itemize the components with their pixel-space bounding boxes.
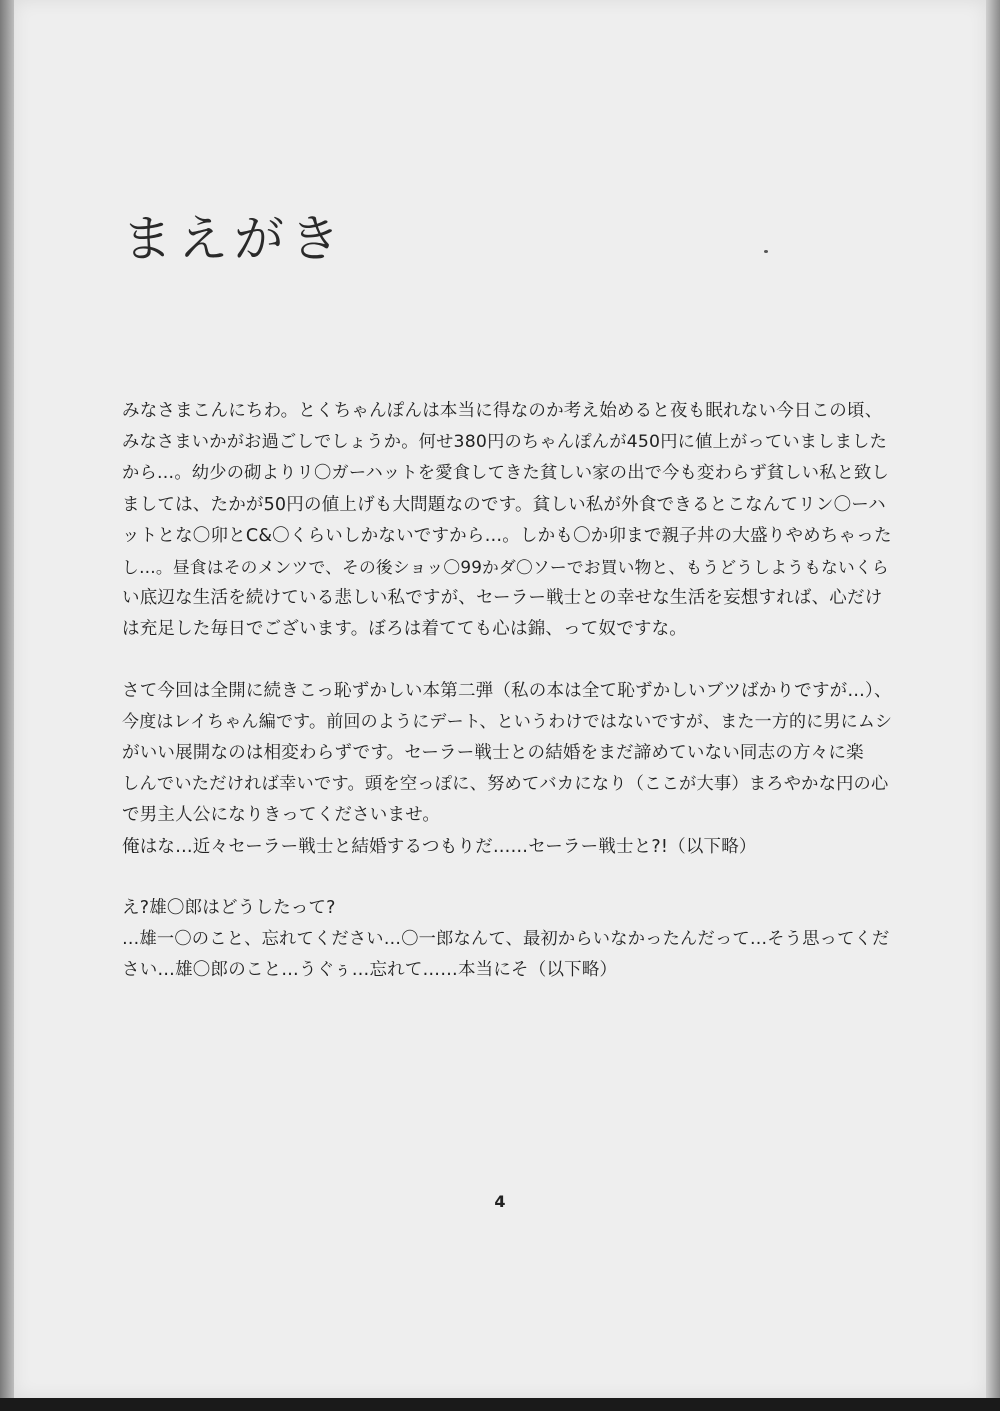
page-title: まえがき [122,210,346,268]
scan-edge-bottom [0,1398,1000,1411]
paragraph-gap [122,646,884,676]
text-line: は充足した毎日でございます。ぼろは着てても心は錦、って奴ですな。 [122,619,687,640]
text-line: から…。幼少の砌よりリ〇ガーハットを愛食してきた貧しい家の出で今も変わらず貧しい私と致し [122,463,889,484]
text-line: みなさまこんにちわ。とくちゃんぽんは本当に得なのか考え始めると夜も眠れない今日この頃、 [122,401,883,421]
paragraph-1 [122,396,892,646]
text-line: ットとな〇卯とC&〇くらいしかないですから…。しかも〇か卯まで親子丼の大盛りやめちゃった [122,525,892,546]
body-text [122,396,893,986]
text-line: みなさまいかがお過ごしでしょうか。何せ380円のちゃんぽんが450円に値上がっていましました [122,432,888,453]
text-line: さい…雄〇郎のこと…うぐぅ…忘れて……本当にそ（以下略） [122,960,618,981]
paragraph-2 [122,676,893,863]
page-number: 4 [494,1192,506,1211]
text-line: しんでいただければ幸いです。頭を空っぽに、努めてバカになり（ここが大事）まろやかな円の心 [122,774,889,795]
text-line: ましては、たかが50円の値上げも大問題なのです。貧しい私が外食できるとこなんてリン〇ーハ [122,494,886,515]
text-line: え?雄〇郎はどうしたって? [122,897,336,918]
text-line: さて今回は全開に続きこっ恥ずかしい本第二弾（私の本は全て恥ずかしいブツばかりですが…）、 [122,680,892,701]
paragraph-gap [122,863,884,893]
text-line: がいい展開なのは相変わらずです。セーラー戦士との結婚をまだ諦めていない同志の方々に楽 [122,743,864,764]
dust-speck [764,250,768,253]
text-line: で男主人公になりきってくださいませ。 [122,805,441,826]
text-line: 今度はレイちゃん編です。前回のようにデート、というわけではないですが、また一方的に男にムシ [122,711,893,732]
text-line: い底辺な生活を続けている悲しい私ですが、セーラー戦士との幸せな生活を妄想すれば、心だけ [122,588,883,609]
paragraph-3 [122,893,890,987]
text-line: …雄一〇のこと、忘れてください…〇一郎なんて、最初からいなかったんだって…そう思ってくだ [122,929,890,950]
text-line: 俺はな…近々セーラー戦士と結婚するつもりだ……セーラー戦士と?!（以下略） [122,836,757,857]
text-line: し…。昼食はそのメンツで、その後ショッ〇99かダ〇ソーでお買い物と、もうどうしようもないくら [122,557,889,578]
